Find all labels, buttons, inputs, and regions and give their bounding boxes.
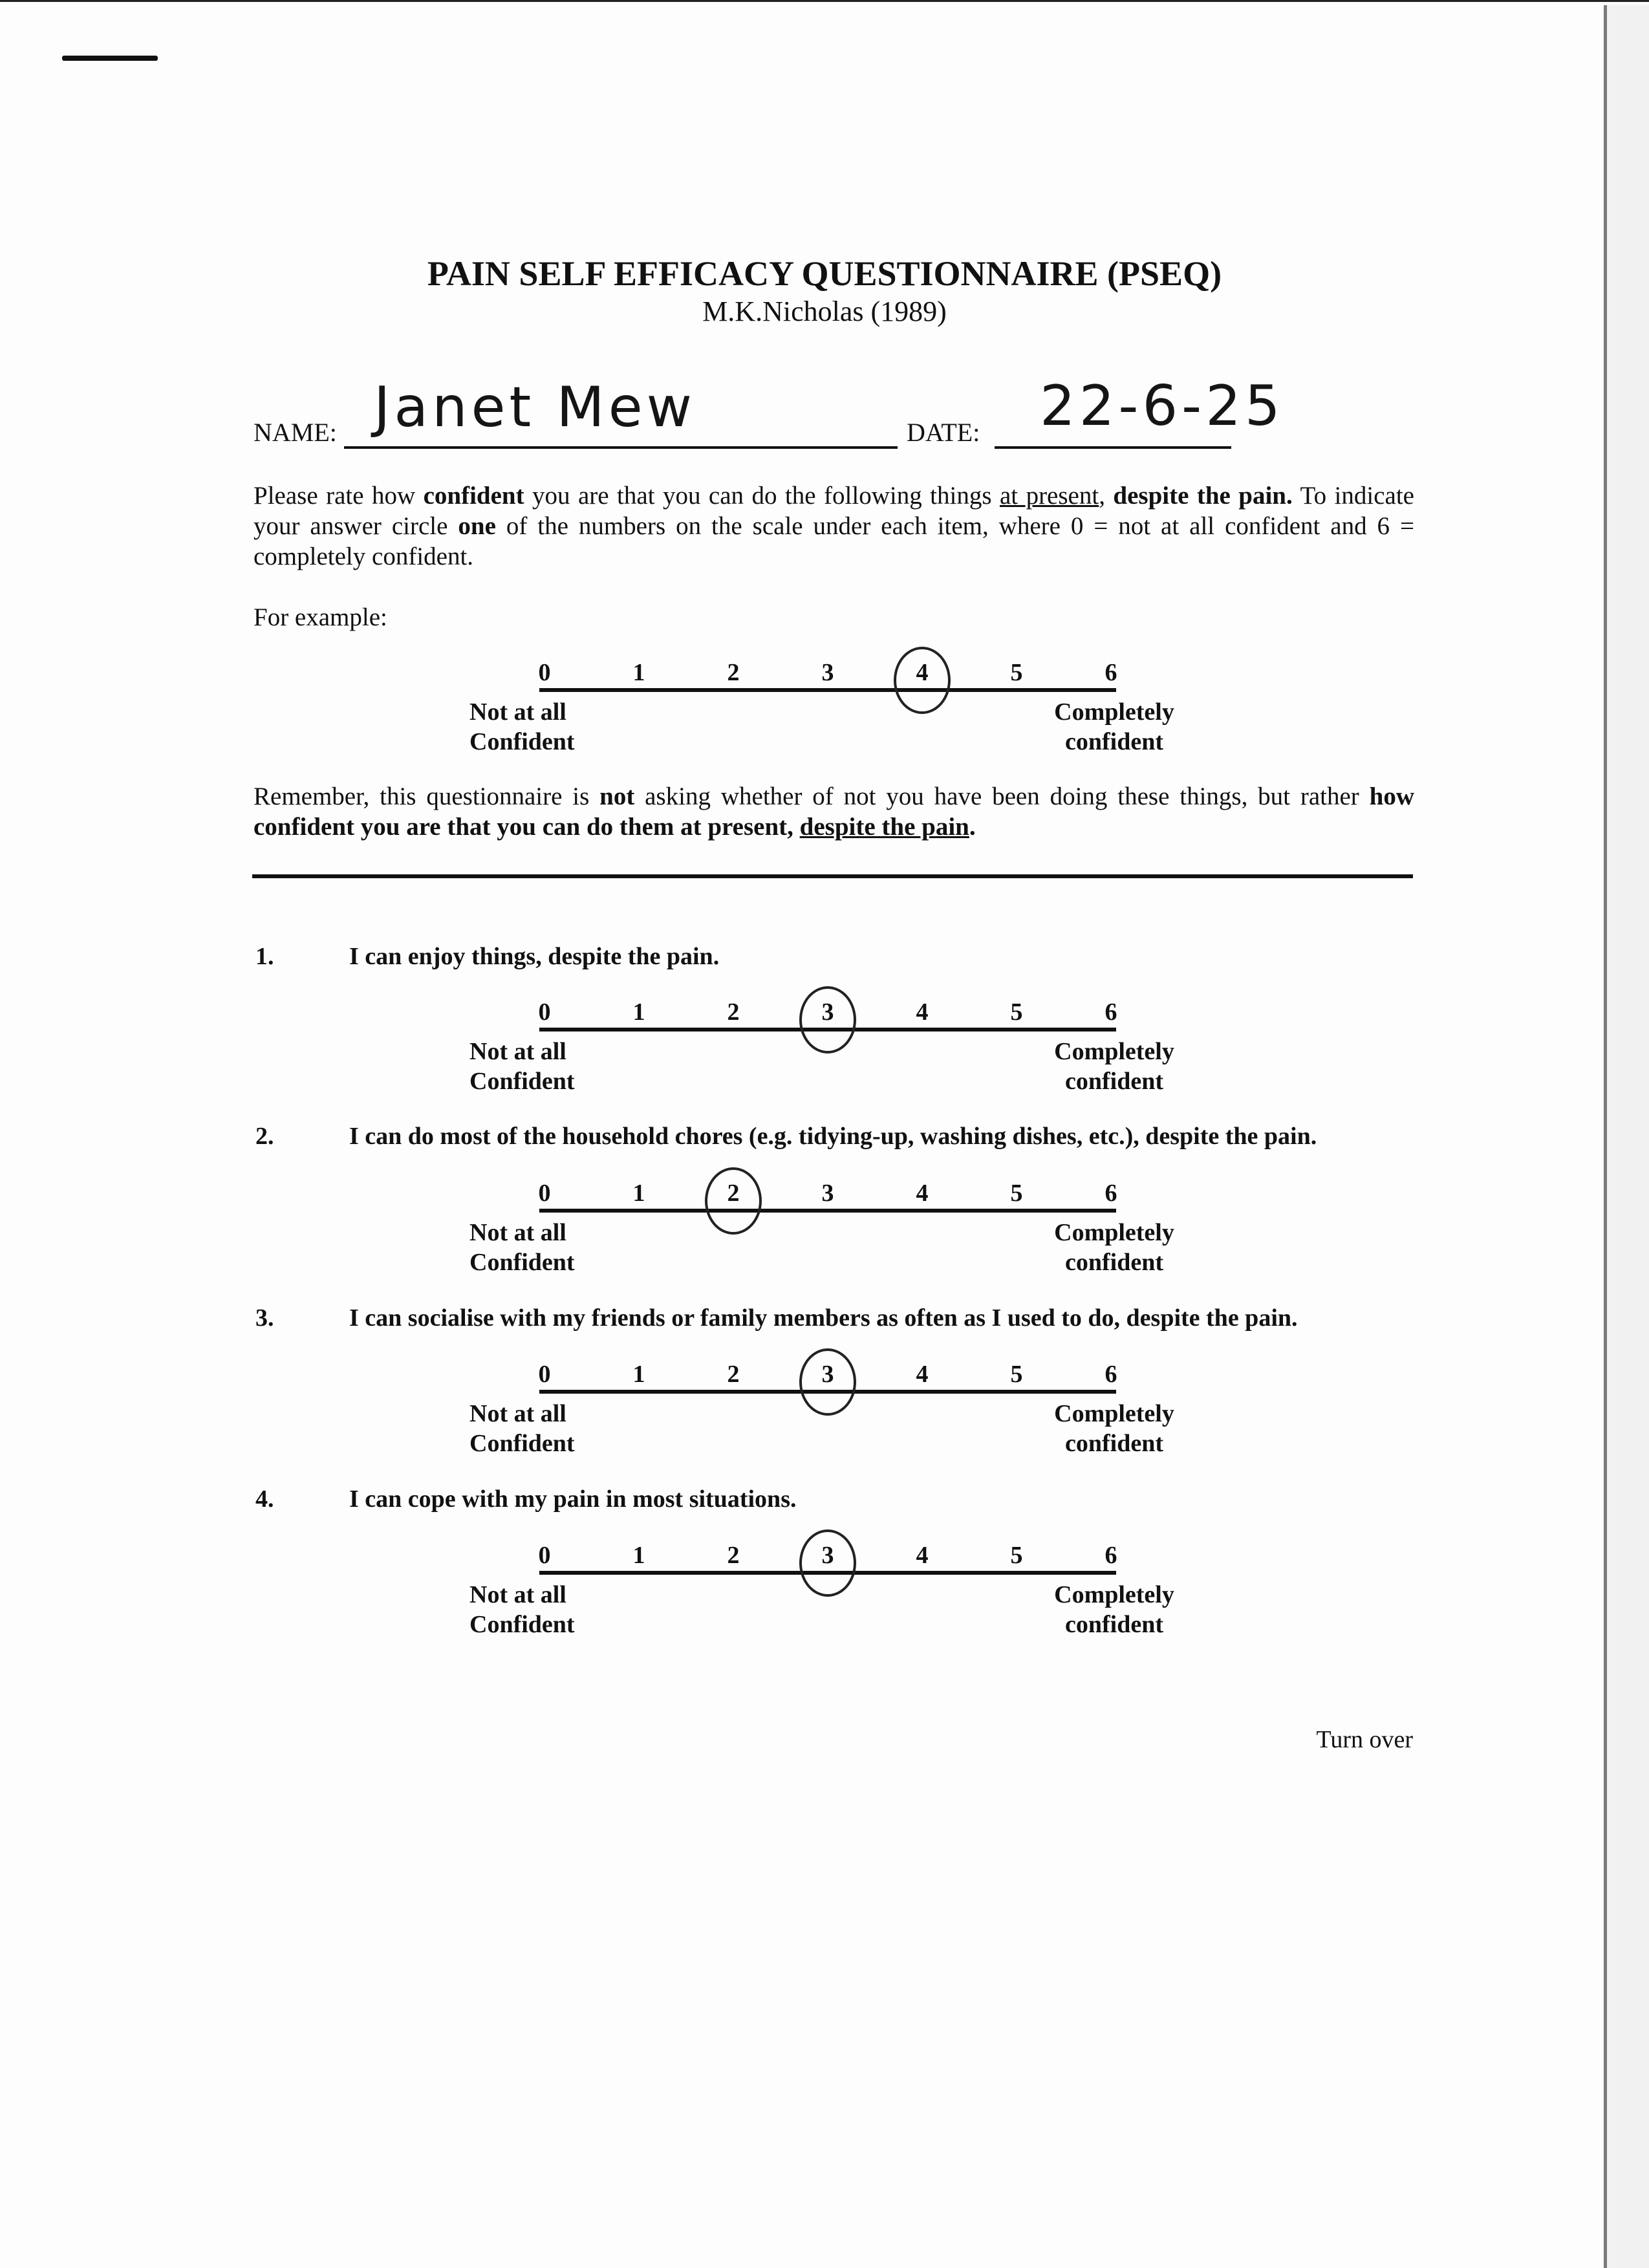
selected-answer-circle bbox=[705, 1167, 762, 1235]
selected-answer-circle bbox=[799, 986, 856, 1053]
scale-option-5[interactable]: 5 bbox=[1010, 659, 1023, 686]
scale-option-4[interactable]: 4 bbox=[916, 999, 929, 1026]
item-scale bbox=[453, 1541, 1174, 1670]
scale-option-6[interactable]: 6 bbox=[1105, 1361, 1117, 1388]
scale-option-2[interactable]: 2 bbox=[727, 1542, 740, 1569]
name-label: NAME: bbox=[253, 418, 337, 447]
date-label: DATE: bbox=[907, 418, 980, 447]
scale-option-4[interactable]: 4 bbox=[916, 1180, 929, 1207]
scale-option-0[interactable]: 0 bbox=[538, 659, 551, 686]
scale-option-5[interactable]: 5 bbox=[1010, 1542, 1023, 1569]
instructions-text: To indicate your answer circle bbox=[253, 482, 1414, 540]
reminder-emphasis: how confident you are that you can do them at present, bbox=[253, 783, 1414, 841]
example-label: For example: bbox=[253, 603, 387, 631]
scale-option-0[interactable]: 0 bbox=[538, 1361, 551, 1388]
scale-option-6[interactable]: 6 bbox=[1105, 1542, 1117, 1569]
instructions-text: Please rate how bbox=[253, 482, 424, 510]
selected-answer-circle bbox=[799, 1529, 856, 1597]
scale-min-label: Not at all Confident bbox=[469, 1581, 575, 1638]
instructions-text: you are that you can do the following things bbox=[524, 482, 1000, 510]
scale-option-2[interactable]: 2 bbox=[727, 999, 740, 1026]
item-number: 4. bbox=[255, 1485, 274, 1513]
scan-top-edge bbox=[0, 0, 1649, 2]
item-number: 1. bbox=[255, 943, 274, 970]
scale-max-label: Completely confident bbox=[1054, 1581, 1174, 1638]
reminder-paragraph bbox=[253, 781, 1414, 842]
scale-max-label: Completely confident bbox=[1054, 1219, 1174, 1276]
instructions-emphasis: despite the pain. bbox=[1113, 482, 1293, 510]
reminder-text: Remember, this questionnaire is bbox=[253, 783, 600, 810]
item-scale bbox=[453, 1179, 1174, 1308]
scan-right-edge bbox=[1604, 5, 1649, 2268]
document-author: M.K.Nicholas (1989) bbox=[702, 296, 947, 327]
scale-option-4[interactable]: 4 bbox=[916, 659, 929, 686]
scale-option-3[interactable]: 3 bbox=[821, 1180, 834, 1207]
item-number: 3. bbox=[255, 1304, 274, 1332]
scale-option-6[interactable]: 6 bbox=[1105, 659, 1117, 686]
scale-min-label: Not at all Confident bbox=[469, 698, 575, 755]
item-scale bbox=[453, 998, 1174, 1127]
scale-min-label: Not at all Confident bbox=[469, 1038, 575, 1095]
scale-option-3[interactable]: 3 bbox=[821, 999, 834, 1026]
instructions-paragraph bbox=[253, 481, 1414, 572]
instructions-text: , bbox=[1099, 482, 1114, 510]
turn-over-note: Turn over bbox=[1316, 1726, 1413, 1753]
scale-line bbox=[539, 688, 1116, 692]
scale-option-6[interactable]: 6 bbox=[1105, 999, 1117, 1026]
reminder-text: asking whether of not you have been doing these things, but rather bbox=[634, 783, 1370, 810]
scale-option-3[interactable]: 3 bbox=[821, 1542, 834, 1569]
reminder-emphasis: not bbox=[599, 783, 635, 810]
item-text: I can cope with my pain in most situations. bbox=[349, 1485, 797, 1513]
reminder-emphasis: . bbox=[969, 813, 976, 841]
instructions-underline: at present bbox=[999, 482, 1099, 510]
instructions-text: of the numbers on the scale under each item, where 0 = not at all confident and 6 = completely confident. bbox=[253, 512, 1414, 570]
selected-answer-circle bbox=[894, 647, 951, 714]
scale-option-0[interactable]: 0 bbox=[538, 1542, 551, 1569]
scale-min-label: Not at all Confident bbox=[469, 1400, 575, 1457]
scale-option-2[interactable]: 2 bbox=[727, 1361, 740, 1388]
scale-option-5[interactable]: 5 bbox=[1010, 999, 1023, 1026]
scale-option-0[interactable]: 0 bbox=[538, 999, 551, 1026]
scale-option-2[interactable]: 2 bbox=[727, 659, 740, 686]
scale-option-0[interactable]: 0 bbox=[538, 1180, 551, 1207]
scale-option-3[interactable]: 3 bbox=[821, 1361, 834, 1388]
scale-option-5[interactable]: 5 bbox=[1010, 1180, 1023, 1207]
reminder-underline: despite the pain bbox=[799, 813, 969, 841]
selected-answer-circle bbox=[799, 1348, 856, 1416]
item-number: 2. bbox=[255, 1123, 274, 1150]
item-text: I can socialise with my friends or family members as often as I used to do, despite the pain. bbox=[349, 1304, 1298, 1332]
name-underline bbox=[344, 446, 898, 449]
scale-option-1[interactable]: 1 bbox=[632, 1361, 645, 1388]
scale-min-label: Not at all Confident bbox=[469, 1219, 575, 1276]
scale-option-1[interactable]: 1 bbox=[632, 1542, 645, 1569]
date-underline bbox=[995, 446, 1231, 449]
scale-option-4[interactable]: 4 bbox=[916, 1361, 929, 1388]
instructions-emphasis: one bbox=[458, 512, 496, 540]
section-divider bbox=[252, 874, 1413, 878]
document-title: PAIN SELF EFFICACY QUESTIONNAIRE (PSEQ) bbox=[427, 254, 1222, 293]
scale-max-label: Completely confident bbox=[1054, 698, 1174, 755]
example-scale bbox=[453, 658, 1174, 788]
scale-option-6[interactable]: 6 bbox=[1105, 1180, 1117, 1207]
scale-max-label: Completely confident bbox=[1054, 1400, 1174, 1457]
scale-option-3[interactable]: 3 bbox=[821, 659, 834, 686]
scale-option-4[interactable]: 4 bbox=[916, 1542, 929, 1569]
date-field[interactable]: 22-6-25 bbox=[1040, 374, 1284, 438]
scale-option-1[interactable]: 1 bbox=[632, 659, 645, 686]
scale-max-label: Completely confident bbox=[1054, 1038, 1174, 1095]
name-field[interactable]: Janet Mew bbox=[374, 375, 696, 440]
instructions-emphasis: confident bbox=[423, 482, 524, 510]
scale-option-5[interactable]: 5 bbox=[1010, 1361, 1023, 1388]
item-scale bbox=[453, 1360, 1174, 1489]
item-text: I can do most of the household chores (e.g. tidying-up, washing dishes, etc.), despite the pain. bbox=[349, 1123, 1317, 1150]
corner-mark bbox=[62, 56, 158, 61]
scale-option-1[interactable]: 1 bbox=[632, 999, 645, 1026]
scale-option-2[interactable]: 2 bbox=[727, 1180, 740, 1207]
item-text: I can enjoy things, despite the pain. bbox=[349, 943, 720, 970]
scale-option-1[interactable]: 1 bbox=[632, 1180, 645, 1207]
scale-line bbox=[539, 1209, 1116, 1213]
